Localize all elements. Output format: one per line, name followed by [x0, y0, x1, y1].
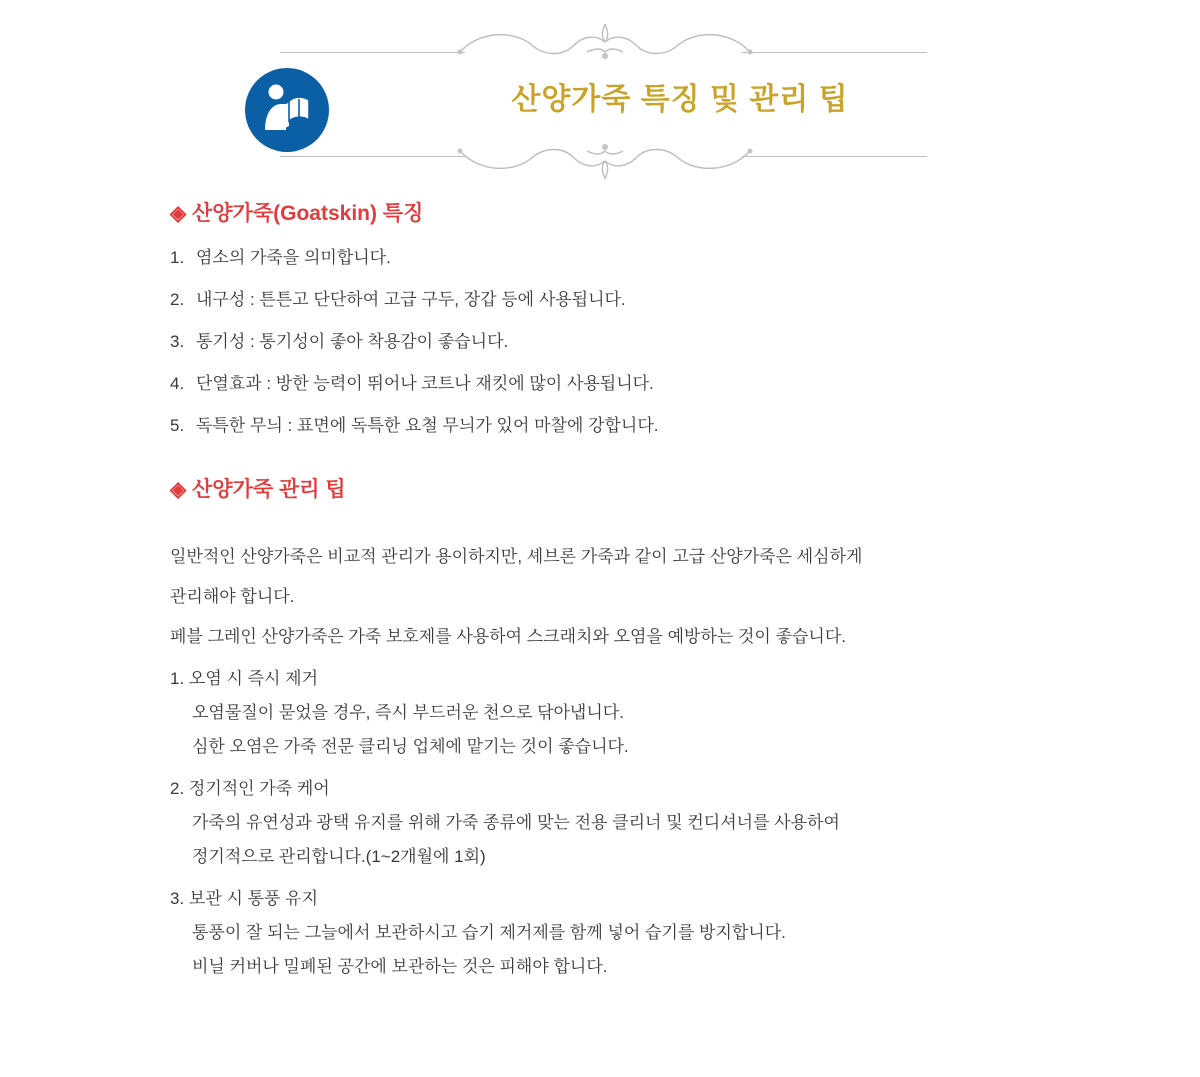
care-tips-paragraph: 일반적인 산양가죽은 비교적 관리가 용이하지만, 셰브론 가죽과 같이 고급 산양가죽은 세심하게 [170, 547, 863, 566]
list-item [170, 372, 1200, 396]
ornament-flourish-top-icon [455, 22, 755, 72]
header-rule-bottom-left [280, 156, 465, 157]
list-item-number: 3. [170, 332, 185, 351]
list-item [170, 288, 1200, 312]
list-item-text: 염소의 가죽을 의미합니다. [196, 248, 391, 267]
tip-title: 2. 정기적인 가죽 케어 [170, 779, 330, 798]
list-item-number: 4. [170, 374, 185, 393]
list-item-number: 2. [170, 290, 185, 309]
tip-item [170, 772, 1050, 874]
section-heading-features: ◈ 산양가죽(Goatskin) 특징 [170, 202, 424, 225]
list-item-text: 단열효과 : 방한 능력이 뛰어나 코트나 재킷에 많이 사용됩니다. [196, 374, 654, 393]
list-item [170, 414, 1200, 438]
care-tips-block [170, 540, 1050, 984]
tip-line: 심한 오염은 가죽 전문 클리닝 업체에 맡기는 것이 좋습니다. [192, 737, 629, 756]
list-item-number: 5. [170, 416, 185, 435]
ornament-flourish-bottom-icon [455, 131, 755, 181]
features-list [170, 246, 1200, 438]
header-rule-bottom-right [742, 156, 927, 157]
tip-title: 3. 보관 시 통풍 유지 [170, 889, 319, 908]
tip-item [170, 662, 1050, 764]
list-item-text: 통기성 : 통기성이 좋아 착용감이 좋습니다. [196, 332, 509, 351]
tip-item [170, 882, 1050, 984]
document-content [0, 200, 1200, 984]
tip-line: 비닐 커버나 밀폐된 공간에 보관하는 것은 피해야 합니다. [192, 957, 608, 976]
tip-title: 1. 오염 시 즉시 제거 [170, 669, 319, 688]
header-rule-top-left [280, 52, 465, 53]
page-title: 산양가죽 특징 및 관리 팁 [511, 83, 849, 116]
list-item-text: 내구성 : 튼튼고 단단하여 고급 구두, 장갑 등에 사용됩니다. [196, 290, 626, 309]
tip-line: 통풍이 잘 되는 그늘에서 보관하시고 습기 제거제를 함께 넣어 습기를 방지합니다. [192, 923, 786, 942]
list-item-number: 1. [170, 248, 185, 267]
reading-person-icon [245, 68, 329, 152]
tip-line: 가죽의 유연성과 광택 유지를 위해 가죽 종류에 맞는 전용 클리너 및 컨디셔너를 사용하여 [192, 813, 840, 832]
page-header [0, 0, 1200, 200]
tip-line: 오염물질이 묻었을 경우, 즉시 부드러운 천으로 닦아냅니다. [192, 703, 624, 722]
list-item [170, 330, 1200, 354]
care-tips-paragraph: 페블 그레인 산양가죽은 가죽 보호제를 사용하여 스크래치와 오염을 예방하는 것이 좋습니다. [170, 627, 846, 646]
care-tips-paragraph: 관리해야 합니다. [170, 587, 295, 606]
header-rule-top-right [742, 52, 927, 53]
section-heading-care-tips: ◈ 산양가죽 관리 팁 [170, 478, 346, 501]
list-item-text: 독특한 무늬 : 표면에 독특한 요철 무늬가 있어 마찰에 강합니다. [196, 416, 659, 435]
list-item [170, 246, 1200, 270]
tip-line: 정기적으로 관리합니다.(1~2개월에 1회) [192, 847, 486, 866]
